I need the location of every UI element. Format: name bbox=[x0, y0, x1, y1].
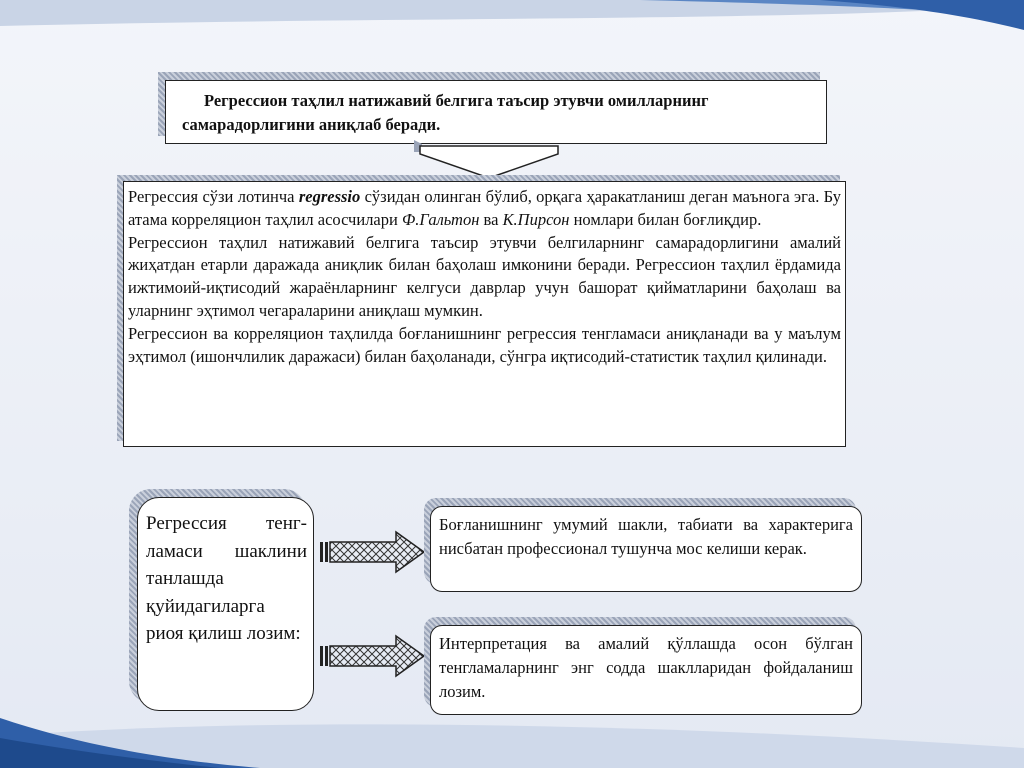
name-galton: Ф.Гальтон bbox=[401, 209, 480, 229]
main-paragraph-1 bbox=[128, 186, 841, 232]
p1-text-a: Регрессия сўзи лотинча bbox=[128, 187, 299, 206]
down-arrow-icon bbox=[408, 140, 570, 180]
right-box-2 bbox=[430, 625, 862, 715]
title-box bbox=[165, 80, 827, 144]
main-paragraph-2: Регрессион таҳлил натижавий белгига таъсир этувчи белгиларнинг самарадорлигини амалий жиҳатдан етарли даражада аниқлик билан баҳолаш имконини беради. Регрессион таҳлил ёрдамида ижтимоий-иқтисодий жараёнларнинг келгуси даврлар учун башорат қийматларини баҳолаш ва уларнинг эҳтимол чегараларини аниқлаш мумкин. bbox=[128, 232, 841, 320]
main-text-box bbox=[123, 181, 846, 447]
left-condition-box bbox=[137, 497, 314, 711]
top-decoration bbox=[0, 0, 1024, 40]
p1-text-d: номлари билан боғлиқдир. bbox=[569, 209, 762, 229]
p1-text-b: сўзидан олинган бўлиб, орқага ҳаракатланиш деган маънога эга. Бу атама корреляцион таҳлил асосчилари bbox=[128, 187, 841, 229]
right-box-1-text: Боғланишнинг умумий шакли, табиати ва характерига нисбатан профессионал тушунча мос келиши керак. bbox=[439, 515, 853, 558]
p1-text-c: ва bbox=[479, 209, 503, 229]
name-pearson: К.Пирсон bbox=[502, 209, 570, 229]
bottom-decoration bbox=[0, 708, 1024, 768]
left-box-text: Регрессия тенг-ламаси шаклини танлашда қуйидагиларга риоя қилиш лозим: bbox=[146, 513, 307, 645]
right-arrow-icon-2 bbox=[320, 634, 426, 678]
latin-term: regressio bbox=[298, 187, 361, 206]
right-box-1 bbox=[430, 506, 862, 592]
right-arrow-icon-1 bbox=[320, 530, 426, 574]
main-paragraph-3: Регрессион ва корреляцион таҳлилда боғланишнинг регрессия тенгламаси аниқланади ва у маълум эҳтимол (ишончлилик даражаси) билан баҳоланади, сўнгра иқтисодий-статистик таҳлил қилинади. bbox=[128, 323, 841, 366]
title-text: Регрессион таҳлил натижавий белгига таъсир этувчи омилларнинг самарадорлигини аниқлаб беради. bbox=[182, 91, 709, 134]
right-box-2-text: Интерпретация ва амалий қўллашда осон бўлган тенгламаларнинг энг содда шаклларидан фойдаланиш лозим. bbox=[439, 634, 853, 701]
